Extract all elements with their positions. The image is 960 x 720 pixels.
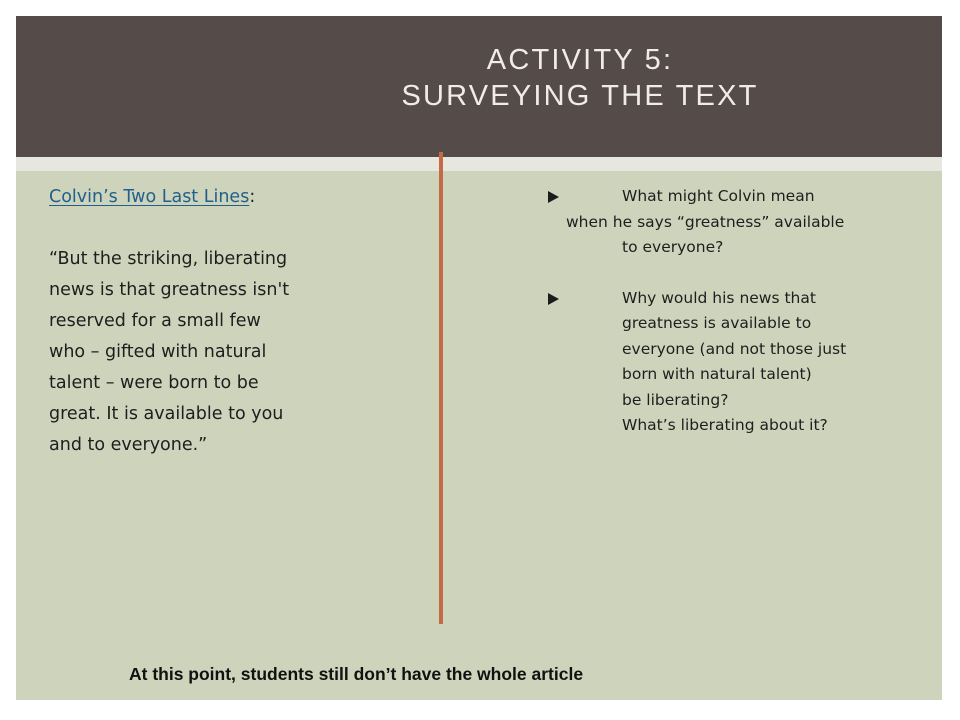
slide-title xyxy=(300,42,860,114)
bullet-line: born with natural talent) xyxy=(622,365,812,383)
heading-colon: : xyxy=(249,187,256,207)
quote-line: “But the striking, liberating xyxy=(49,249,288,269)
bullet-line: when he says “greatness” available xyxy=(566,212,845,231)
bullet-line: to everyone? xyxy=(622,238,724,256)
bullet-arrow-icon xyxy=(548,293,559,305)
quote-line: talent – were born to be xyxy=(49,373,259,393)
bullet-line: What might Colvin mean xyxy=(622,187,815,205)
left-column xyxy=(49,182,349,461)
quote-line: news is that greatness isn't xyxy=(49,280,290,300)
bullet-line: everyone (and not those just xyxy=(622,339,847,358)
bullet-line: be liberating? xyxy=(622,390,729,409)
footnote: At this point, students still don’t have the whole article xyxy=(129,664,584,684)
heading-link[interactable]: Colvin’s Two Last Lines xyxy=(49,187,250,207)
question-bullet-2 xyxy=(548,286,928,439)
question-bullet-1 xyxy=(548,184,928,261)
left-heading xyxy=(49,182,349,213)
quote-line: reserved for a small few xyxy=(49,311,261,331)
slide-title-line-1: ACTIVITY 5: xyxy=(486,44,674,76)
bullet-line: What’s liberating about it? xyxy=(622,416,828,434)
right-column xyxy=(548,184,928,439)
colvin-quote xyxy=(49,244,349,461)
quote-line: and to everyone.” xyxy=(49,435,208,455)
column-divider xyxy=(439,152,443,624)
slide-title-line-2: SURVEYING THE TEXT xyxy=(401,80,759,112)
title-bar-rule xyxy=(16,157,942,171)
bullet-line: Why would his news that xyxy=(622,288,816,307)
quote-line: great. It is available to you xyxy=(49,404,284,424)
bullet-arrow-icon xyxy=(548,191,559,203)
bullet-line: greatness is available to xyxy=(622,314,812,332)
quote-line: who – gifted with natural xyxy=(49,342,267,362)
